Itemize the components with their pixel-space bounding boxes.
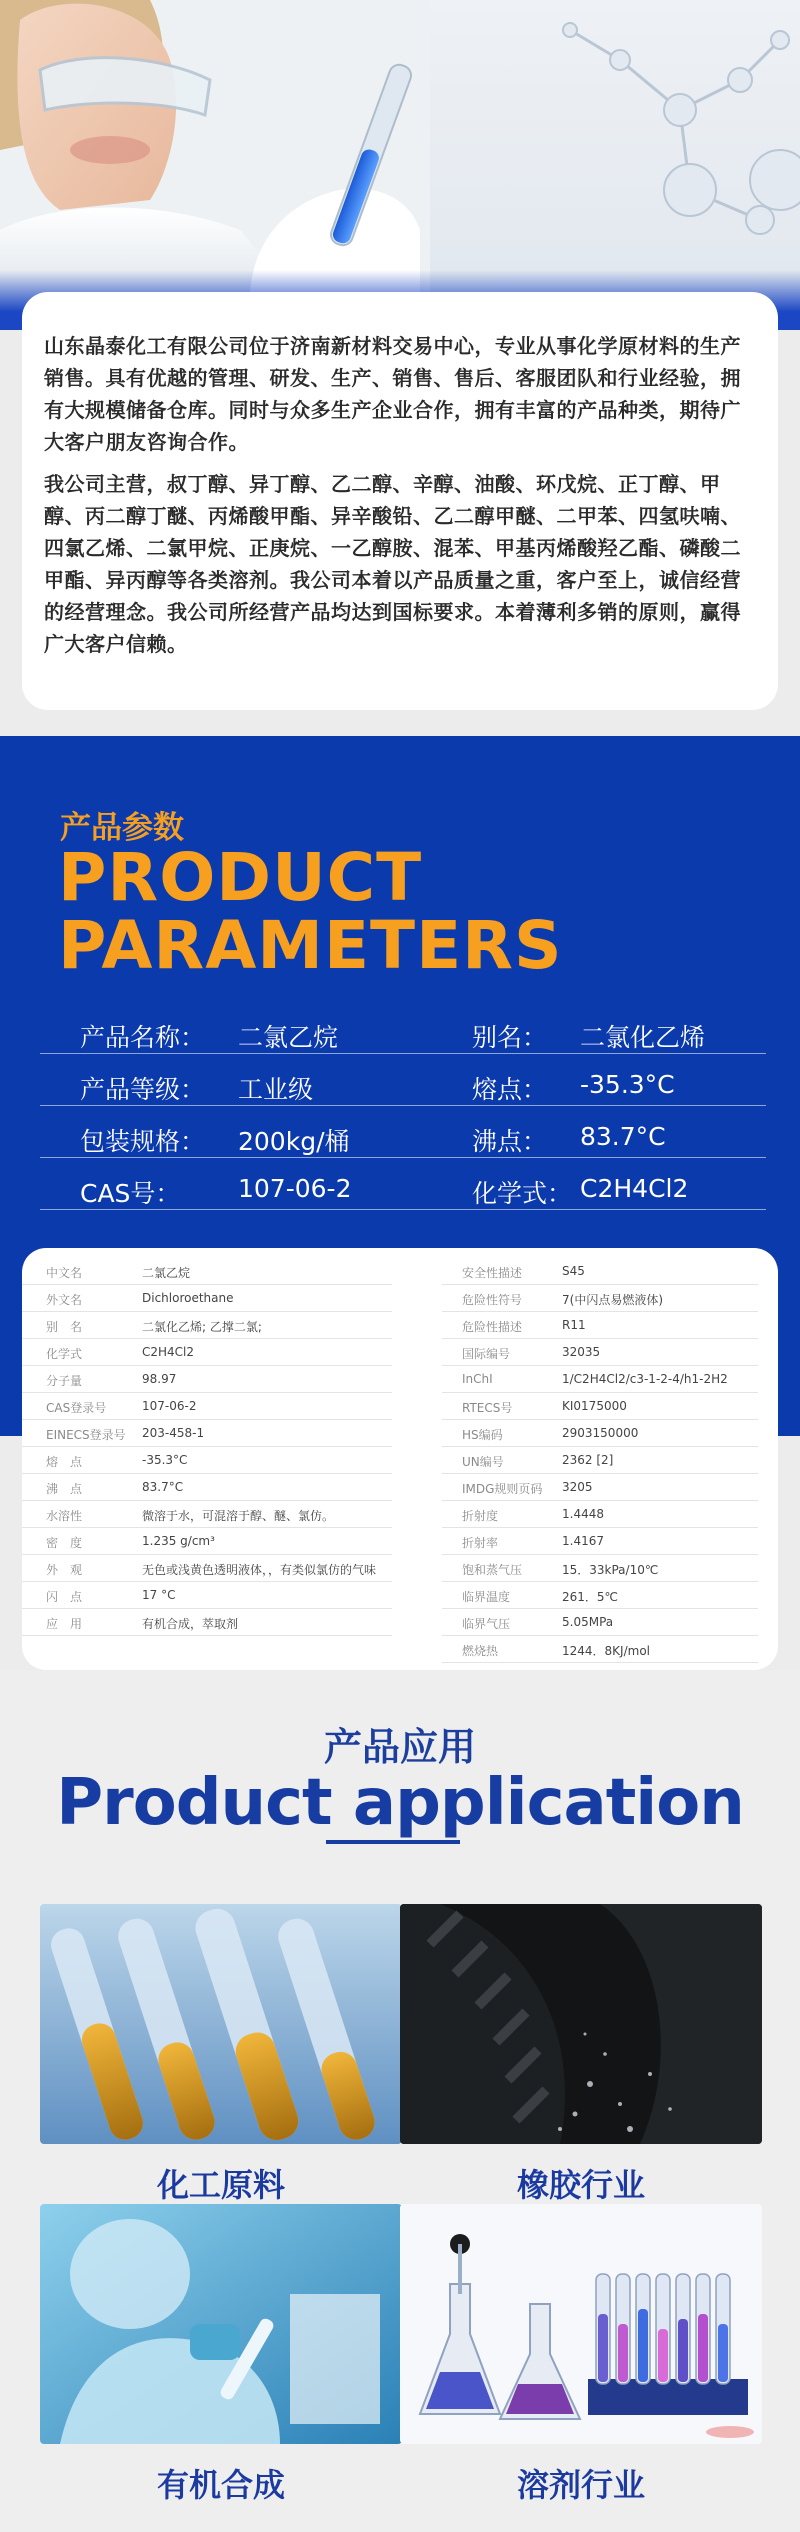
spec-key: 饱和蒸气压 — [462, 1563, 523, 1577]
intro-paragraph-1: 山东晶泰化工有限公司位于济南新材料交易中心，专业从事化学原材料的生产销售。具有优越的管理、研发、生产、销售、售后、客服团队和行业经验，拥有大规模储备仓库。同时与众多生产企业合作，拥有丰富的产品种类，期待广大客户朋友咨询合作。 — [44, 334, 741, 454]
tile-label: 橡胶行业 — [516, 2166, 645, 2204]
spec-row — [22, 1474, 392, 1501]
spec-row — [442, 1582, 758, 1609]
app-title-cn: 产品应用 — [323, 1725, 476, 1769]
spec-row — [442, 1501, 758, 1528]
param-row — [40, 1004, 766, 1054]
spec-key: 中文名 — [46, 1266, 83, 1280]
spec-key: 安全性描述 — [462, 1266, 523, 1280]
product-application-section — [0, 1670, 800, 2532]
spec-row — [442, 1420, 758, 1447]
spec-value: -35.3°C — [142, 1453, 188, 1467]
spec-key: InChI — [462, 1372, 493, 1386]
spec-key: 水溶性 — [46, 1509, 83, 1523]
param-value: 107-06-2 — [238, 1174, 352, 1203]
spec-row — [442, 1447, 758, 1474]
spec-row — [442, 1339, 758, 1366]
spec-row — [22, 1258, 392, 1285]
spec-row — [22, 1555, 392, 1582]
spec-key: 外 观 — [46, 1563, 83, 1577]
spec-value: S45 — [562, 1264, 585, 1278]
param-value: 工业级 — [238, 1075, 314, 1104]
spec-value: 2903150000 — [562, 1426, 639, 1440]
spec-key: 危险性描述 — [462, 1320, 523, 1334]
spec-value: 107-06-2 — [142, 1399, 197, 1413]
spec-key: UN编号 — [462, 1455, 504, 1469]
spec-key: 沸 点 — [46, 1482, 83, 1496]
tile-label: 有机合成 — [156, 2466, 285, 2504]
spec-column-left — [22, 1258, 392, 1636]
spec-value: 微溶于水，可混溶于醇、醚、氯仿。 — [142, 1509, 335, 1523]
spec-table-card — [22, 1248, 778, 1670]
spec-value: 二氯化乙烯; 乙撑二氯; — [142, 1320, 262, 1334]
spec-row — [22, 1393, 392, 1420]
spec-value: R11 — [562, 1318, 586, 1332]
spec-value: 无色或浅黄色透明液体，，有类似氯仿的气味 — [142, 1563, 377, 1577]
spec-value: 32035 — [562, 1345, 601, 1359]
spec-value: KI0175000 — [562, 1399, 627, 1413]
param-key: 别名： — [472, 1023, 548, 1052]
spec-row — [22, 1501, 392, 1528]
spec-value: 203-458-1 — [142, 1426, 205, 1440]
spec-key: 临界温度 — [462, 1590, 511, 1604]
spec-row — [442, 1312, 758, 1339]
spec-key: 危险性符号 — [462, 1293, 523, 1307]
spec-value: 83.7°C — [142, 1480, 184, 1494]
spec-key: EINECS登录号 — [46, 1428, 126, 1442]
company-intro-card — [22, 292, 778, 710]
param-value: 83.7°C — [580, 1122, 666, 1151]
spec-row — [22, 1447, 392, 1474]
spec-row — [22, 1339, 392, 1366]
spec-row — [442, 1528, 758, 1555]
chemical-raw-material-image — [40, 1904, 402, 2144]
spec-value: 15．33kPa/10℃ — [562, 1563, 659, 1577]
spec-row — [22, 1312, 392, 1339]
spec-key: RTECS号 — [462, 1401, 513, 1415]
param-key: 产品等级： — [80, 1075, 206, 1104]
spec-value: 17 °C — [142, 1588, 176, 1602]
spec-key: 别 名 — [46, 1320, 83, 1334]
param-key: CAS号： — [80, 1179, 181, 1208]
spec-value: 7(中闪点易燃液体) — [562, 1293, 663, 1307]
spec-value: 有机合成，萃取剂 — [142, 1617, 239, 1631]
param-value: -35.3°C — [580, 1070, 675, 1099]
spec-value: 1244．8KJ/mol — [562, 1644, 650, 1658]
rubber-industry-image — [400, 1904, 762, 2144]
spec-key: 熔 点 — [46, 1455, 83, 1469]
spec-row — [442, 1609, 758, 1636]
spec-row — [22, 1582, 392, 1609]
spec-value: 261．5℃ — [562, 1590, 619, 1604]
param-key: 沸点： — [472, 1127, 548, 1156]
title-underline — [326, 1840, 460, 1844]
hero-banner — [0, 0, 800, 330]
spec-value: 二氯乙烷 — [142, 1266, 191, 1280]
spec-value: 2362 [2] — [562, 1453, 614, 1467]
params-title-cn: 产品参数 — [60, 810, 184, 846]
param-value: 200kg/桶 — [238, 1127, 350, 1156]
spec-row — [442, 1636, 758, 1663]
spec-value: 1/C2H4Cl2/c3-1-2-4/h1-2H2 — [562, 1372, 728, 1386]
spec-row — [442, 1258, 758, 1285]
param-row — [40, 1056, 766, 1106]
spec-key: 密 度 — [46, 1536, 83, 1550]
spec-value: 1.235 g/cm³ — [142, 1534, 215, 1548]
spec-key: CAS登录号 — [46, 1401, 107, 1415]
param-key: 熔点： — [472, 1075, 548, 1104]
spec-key: IMDG规则页码 — [462, 1482, 543, 1496]
app-title-en: Product application — [56, 1766, 744, 1840]
spec-key: 化学式 — [46, 1347, 83, 1361]
tile-label: 化工原料 — [156, 2166, 285, 2204]
spec-key: 燃烧热 — [462, 1644, 499, 1658]
param-key: 产品名称： — [80, 1023, 206, 1052]
spec-value: 5.05MPa — [562, 1615, 614, 1629]
param-key: 包装规格： — [80, 1127, 206, 1156]
spec-key: 折射度 — [462, 1509, 499, 1523]
param-value: C2H4Cl2 — [580, 1174, 689, 1203]
spec-value: 98.97 — [142, 1372, 177, 1386]
tile-label: 溶剂行业 — [516, 2466, 645, 2504]
molecule-graphic — [440, 0, 800, 300]
spec-value: 3205 — [562, 1480, 593, 1494]
param-row — [40, 1108, 766, 1158]
scientist-photo — [0, 0, 430, 300]
spec-value: 1.4448 — [562, 1507, 604, 1521]
spec-row — [22, 1528, 392, 1555]
spec-row — [442, 1366, 758, 1393]
spec-column-right — [442, 1258, 758, 1663]
spec-key: 临界气压 — [462, 1617, 511, 1631]
spec-key: 外文名 — [46, 1293, 83, 1307]
spec-key: 分子量 — [46, 1374, 83, 1388]
spec-key: HS编码 — [462, 1428, 503, 1442]
spec-row — [22, 1285, 392, 1312]
spec-value: Dichloroethane — [142, 1291, 234, 1305]
solvent-industry-image — [400, 2204, 762, 2444]
spec-value: C2H4Cl2 — [142, 1345, 195, 1359]
spec-row — [442, 1393, 758, 1420]
spec-key: 国际编号 — [462, 1347, 511, 1361]
spec-row — [22, 1420, 392, 1447]
intro-paragraph-2: 我公司主营，叔丁醇、异丁醇、乙二醇、辛醇、油酸、环戊烷、正丁醇、甲醇、丙二醇丁醚、丙烯酸甲酯、异辛酸铅、乙二醇甲醚、二甲苯、四氢呋喃、四氯乙烯、二氯甲烷、正庚烷、一乙醇胺、混苯、甲基丙烯酸羟乙酯、磷酸二甲酯、异丙醇等各类溶剂。我公司本着以产品质量之重，客户至上，诚信经营的经营理念。我公司所经营产品均达到国标要求。本着薄利多销的原则，赢得广大客户信赖。 — [44, 472, 741, 656]
organic-synthesis-image — [40, 2204, 402, 2444]
spec-row — [442, 1285, 758, 1312]
param-row — [40, 1160, 766, 1210]
spec-key: 折射率 — [462, 1536, 499, 1550]
spec-row — [442, 1474, 758, 1501]
param-value: 二氯化乙烯 — [580, 1023, 706, 1052]
spec-value: 1.4167 — [562, 1534, 604, 1548]
spec-key: 闪 点 — [46, 1590, 83, 1604]
spec-row — [442, 1555, 758, 1582]
spec-key: 应 用 — [46, 1617, 83, 1631]
param-key: 化学式： — [472, 1179, 573, 1208]
spec-row — [22, 1366, 392, 1393]
params-title-en — [58, 839, 563, 984]
params-title-en-line2: PARAMETERS — [58, 907, 563, 984]
spec-row — [22, 1609, 392, 1636]
params-title-en-line1: PRODUCT — [58, 839, 423, 916]
param-value: 二氯乙烷 — [238, 1023, 339, 1052]
